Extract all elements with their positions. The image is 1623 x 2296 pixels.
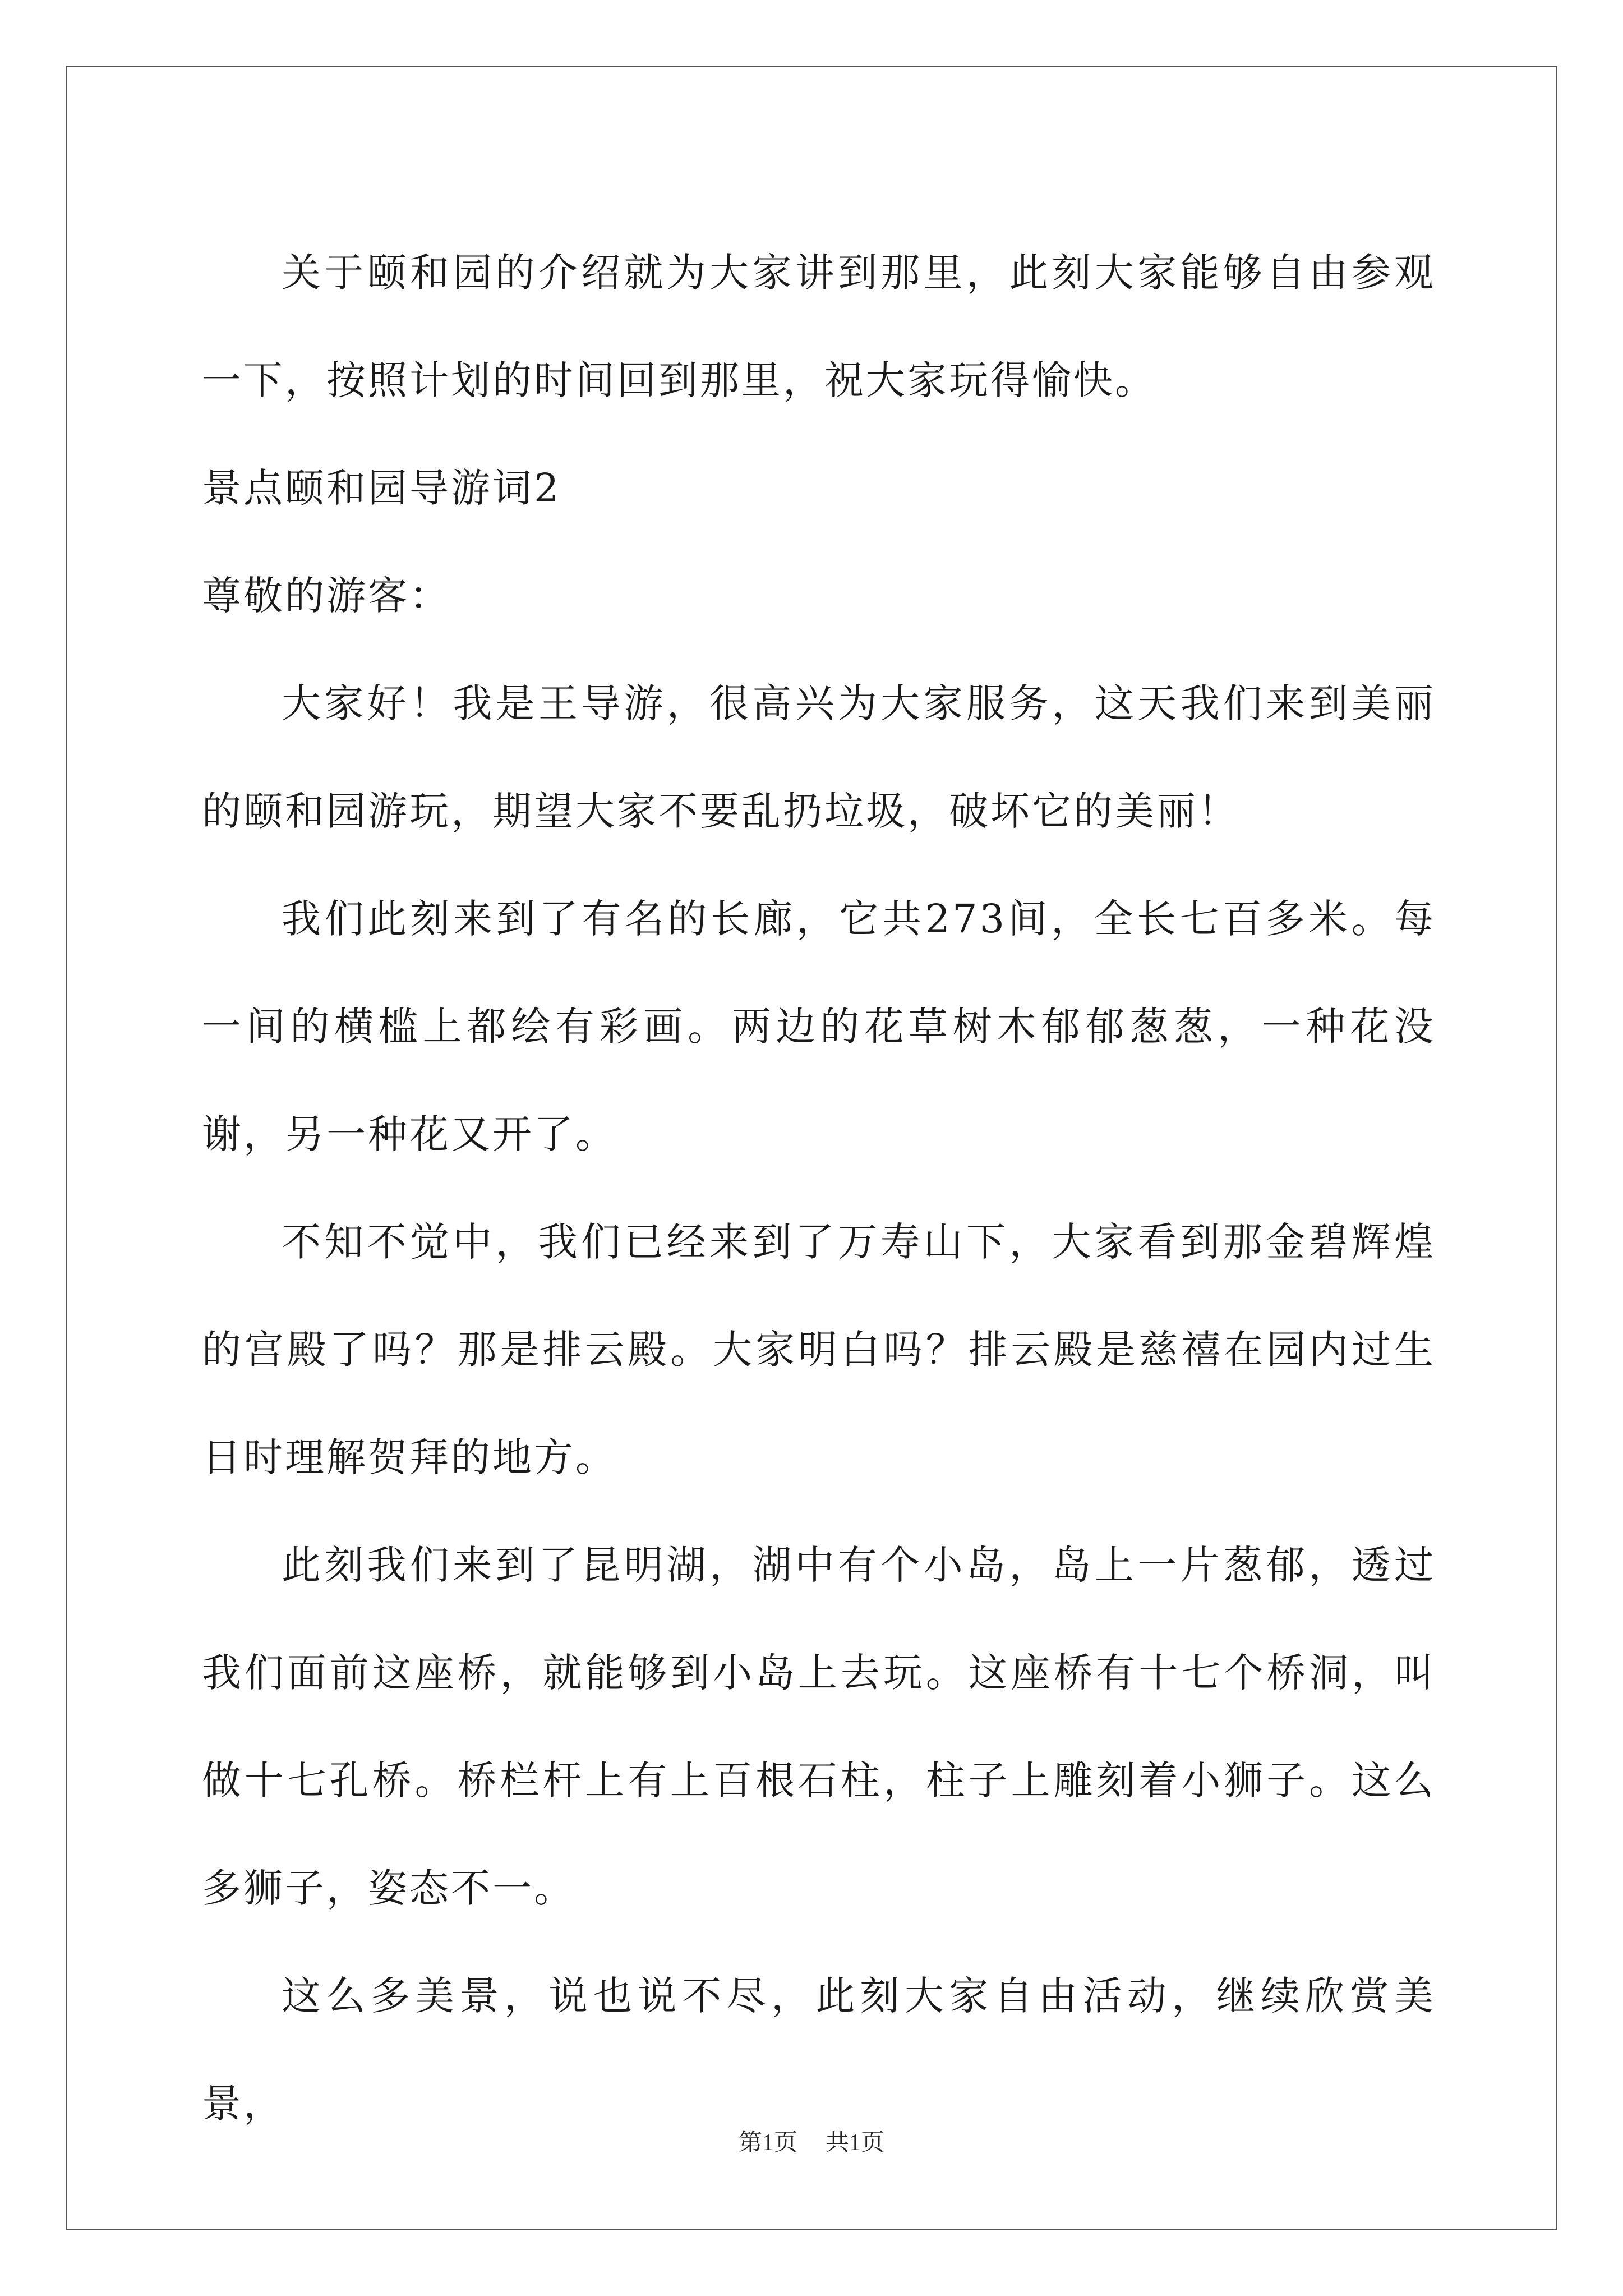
document-body (202, 219, 1436, 2157)
paragraph-long-corridor: 我们此刻来到了有名的长廊，它共273间，全长七百多米。每一间的横槛上都绘有彩画。两边的花草树木郁郁葱葱，一种花没谢，另一种花又开了。 (202, 896, 1436, 1157)
page-footer (0, 2126, 1623, 2160)
total-pages-label: 共1页 (826, 2130, 885, 2156)
paragraph-greeting: 大家好！我是王导游，很高兴为大家服务，这天我们来到美丽的颐和园游玩，期望大家不要乱扔垃圾，破坏它的美丽！ (202, 680, 1436, 834)
paragraph-longevity-hill: 不知不觉中，我们已经来到了万寿山下，大家看到那金碧辉煌的宫殿了吗？那是排云殿。大家明白吗？排云殿是慈禧在园内过生日时理解贺拜的地方。 (202, 1219, 1436, 1480)
current-page-label: 第1页 (738, 2130, 797, 2156)
paragraph-free-time: 这么多美景，说也说不尽，此刻大家自由活动，继续欣赏美景， (202, 1973, 1436, 2127)
paragraph-closing-intro: 关于颐和园的介绍就为大家讲到那里，此刻大家能够自由参观一下，按照计划的时间回到那里，祝大家玩得愉快。 (202, 250, 1436, 403)
paragraph-kunming-lake: 此刻我们来到了昆明湖，湖中有个小岛，岛上一片葱郁，透过我们面前这座桥，就能够到小岛上去玩。这座桥有十七个桥洞，叫做十七孔桥。桥栏杆上有上百根石柱，柱子上雕刻着小狮子。这么多狮子，姿态不一。 (202, 1542, 1436, 1911)
section-heading: 景点颐和园导游词2 (202, 465, 561, 511)
salutation: 尊敬的游客： (202, 573, 451, 619)
